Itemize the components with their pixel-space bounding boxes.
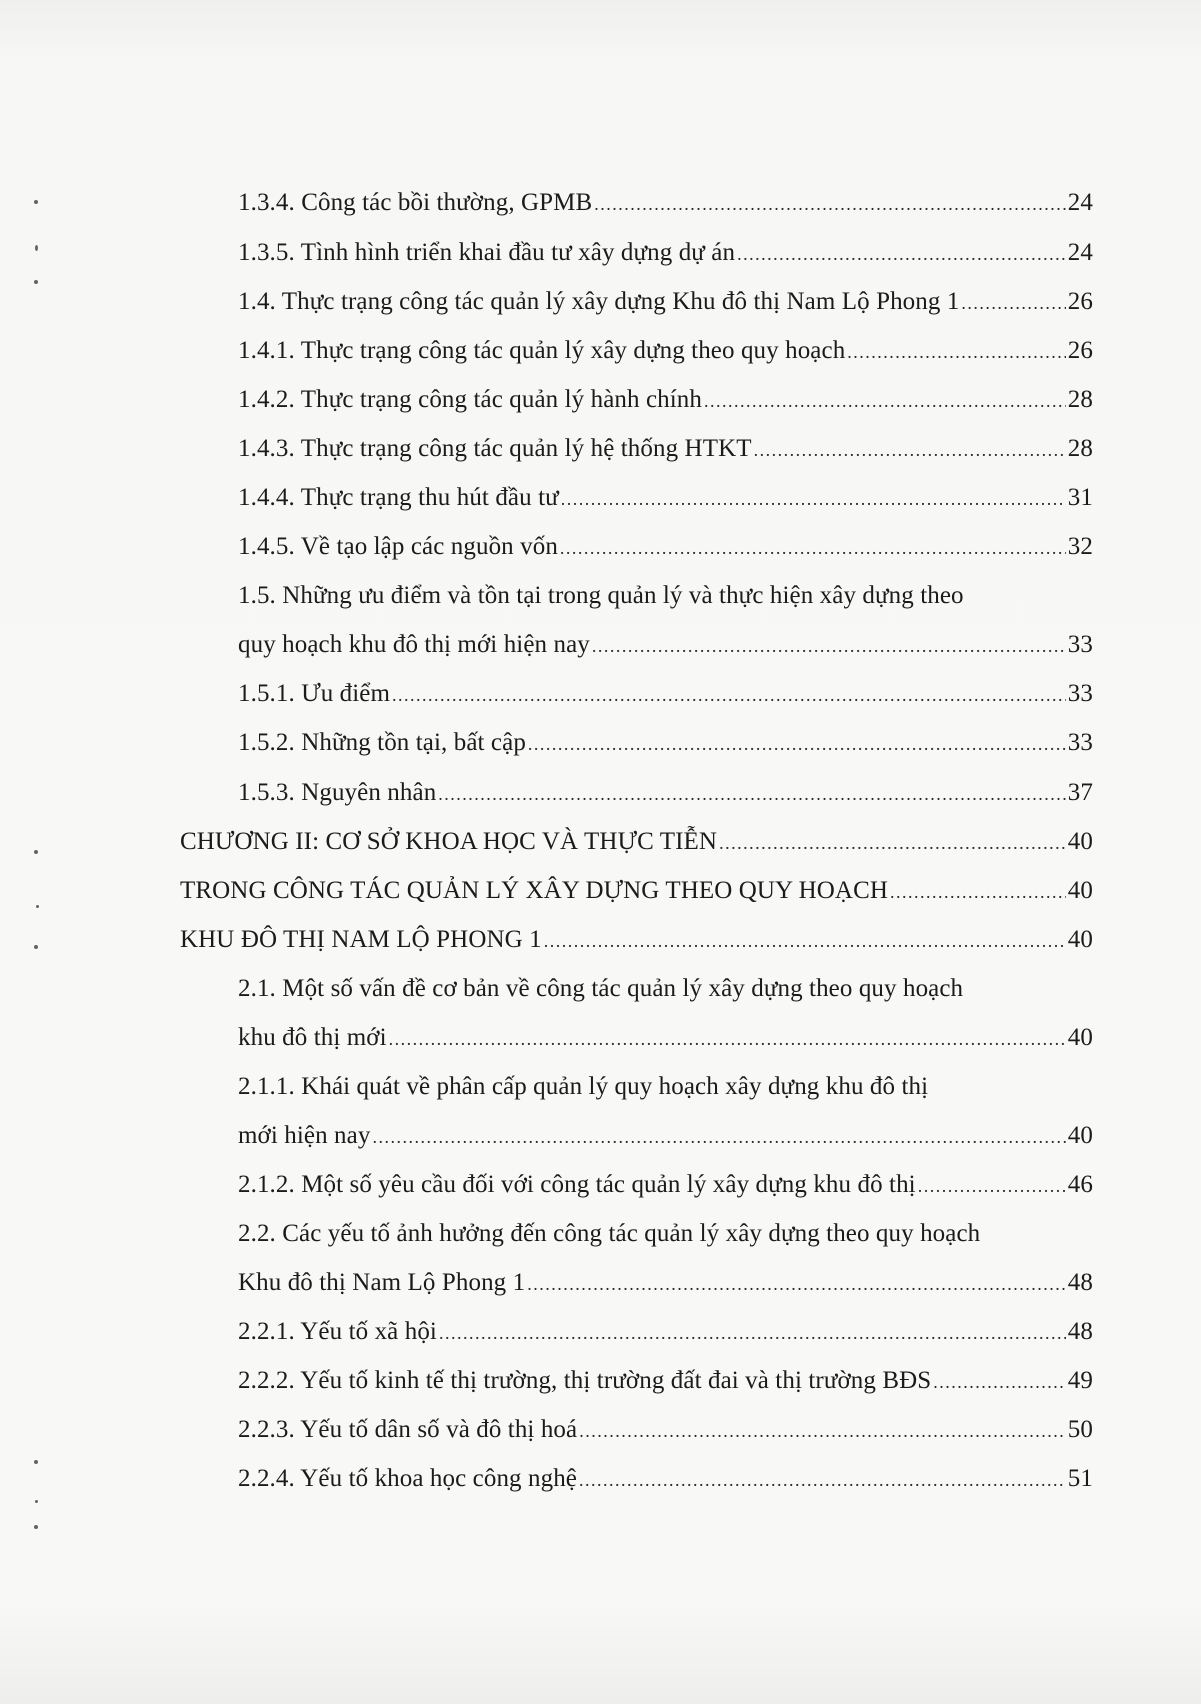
toc-entry — [238, 778, 1093, 809]
toc-entry-title: 1.5. Những ưu điểm và tồn tại trong quản lý và thực hiện xây dựng theo — [238, 582, 964, 609]
dot-leader — [847, 337, 1066, 367]
toc-entry — [238, 1121, 1093, 1152]
dot-leader — [592, 631, 1066, 661]
toc-entry-title: 2.1.1. Khái quát về phân cấp quản lý quy hoạch xây dựng khu đô thị — [238, 1073, 929, 1100]
toc-entry-page: 33 — [1067, 729, 1093, 756]
toc-entry-page: 40 — [1067, 877, 1093, 904]
dot-leader — [528, 729, 1066, 759]
toc-entry-page: 28 — [1067, 435, 1093, 462]
toc-entry — [238, 1170, 1093, 1201]
dot-leader — [961, 288, 1065, 318]
toc-entry-page: 48 — [1067, 1269, 1093, 1296]
dot-leader — [594, 189, 1066, 219]
toc-entry-title: 1.5.2. Những tồn tại, bất cập — [238, 729, 526, 756]
dot-leader — [561, 484, 1066, 514]
toc-entry-title: 1.4.3. Thực trạng công tác quản lý hệ thống HTKT — [238, 435, 752, 462]
toc-entry-title: mới hiện nay — [238, 1122, 371, 1149]
toc-entry — [238, 974, 1093, 1004]
toc-entry — [238, 581, 1093, 611]
toc-entry — [238, 385, 1093, 416]
dot-leader — [372, 1122, 1065, 1152]
toc-entry-page: 26 — [1067, 288, 1093, 315]
dot-leader — [579, 1416, 1066, 1446]
toc-entry-title: TRONG CÔNG TÁC QUẢN LÝ XÂY DỰNG THEO QUY HOẠCH — [180, 877, 889, 904]
toc-entry-title: 1.3.4. Công tác bồi thường, GPMB — [238, 189, 593, 216]
toc-entry-title: 2.2.2. Yếu tố kinh tế thị trường, thị trường đất đai và thị trường BĐS — [238, 1367, 932, 1394]
toc-entry-page: 46 — [1067, 1171, 1093, 1198]
toc-entry-page: 40 — [1067, 1024, 1093, 1051]
toc-entry-title: quy hoạch khu đô thị mới hiện nay — [238, 631, 590, 658]
toc-entry-title: 1.5.3. Nguyên nhân — [238, 779, 437, 806]
dot-leader — [933, 1367, 1066, 1397]
dot-leader — [918, 1171, 1066, 1201]
dot-leader — [392, 680, 1066, 710]
toc-chapter-heading — [180, 827, 1093, 858]
dot-leader — [719, 828, 1066, 858]
toc-entry-page: 37 — [1067, 779, 1093, 806]
toc-entry — [238, 287, 1093, 318]
toc-entry-title: 2.1.2. Một số yêu cầu đối với công tác quản lý xây dựng khu đô thị — [238, 1171, 916, 1198]
toc-entry-page: 24 — [1067, 239, 1093, 266]
toc-entry-page: 28 — [1067, 386, 1093, 413]
toc-entry-title: 1.4.1. Thực trạng công tác quản lý xây dựng theo quy hoạch — [238, 337, 846, 364]
toc-entry-title: 1.4.4. Thực trạng thu hút đầu tư — [238, 484, 559, 511]
toc-entry — [238, 1072, 1093, 1102]
dot-leader — [560, 533, 1066, 563]
toc-entry-title: KHU ĐÔ THỊ NAM LỘ PHONG 1 — [180, 926, 542, 953]
toc-entry — [238, 1464, 1093, 1495]
dot-leader — [890, 877, 1066, 907]
toc-entry-page: 26 — [1067, 337, 1093, 364]
toc-entry — [238, 483, 1093, 514]
dot-leader — [737, 239, 1066, 269]
toc-entry — [238, 679, 1093, 710]
dot-leader — [704, 386, 1066, 416]
toc-entry-title: 2.2. Các yếu tố ảnh hưởng đến công tác quản lý xây dựng theo quy hoạch — [238, 1220, 981, 1247]
toc-entry — [238, 728, 1093, 759]
dot-leader — [439, 1318, 1066, 1348]
toc-entry-title: khu đô thị mới — [238, 1024, 387, 1051]
toc-chapter-heading — [180, 876, 1093, 907]
toc-entry-title: Khu đô thị Nam Lộ Phong 1 — [238, 1269, 526, 1296]
toc-entry-page: 48 — [1067, 1318, 1093, 1345]
dot-leader — [438, 779, 1066, 809]
toc-entry — [238, 1366, 1093, 1397]
dot-leader — [527, 1269, 1066, 1299]
toc-entry — [238, 532, 1093, 563]
toc-entry-page: 40 — [1067, 926, 1093, 953]
toc-entry-page: 40 — [1067, 828, 1093, 855]
toc-entry — [238, 1317, 1093, 1348]
toc-entry — [238, 188, 1093, 219]
toc-entry-title: CHƯƠNG II: CƠ SỞ KHOA HỌC VÀ THỰC TIỄN — [180, 828, 718, 855]
toc-entry-title: 1.4.5. Về tạo lập các nguồn vốn — [238, 533, 558, 560]
toc-entry-title: 2.2.1. Yếu tố xã hội — [238, 1318, 437, 1345]
toc-entry — [238, 1219, 1093, 1249]
toc-entry — [238, 1415, 1093, 1446]
toc-entry-page: 31 — [1067, 484, 1093, 511]
toc-entry-page: 40 — [1067, 1122, 1093, 1149]
dot-leader — [389, 1024, 1066, 1054]
toc-entry — [238, 238, 1093, 269]
toc-entry-page: 51 — [1067, 1465, 1093, 1492]
toc-entry-title: 1.5.1. Ưu điểm — [238, 680, 391, 707]
toc-entry-page: 33 — [1067, 680, 1093, 707]
dot-leader — [544, 926, 1066, 956]
toc-entry-page: 24 — [1067, 189, 1093, 216]
toc-entry — [238, 1268, 1093, 1299]
toc-entry — [238, 336, 1093, 367]
toc-entry-page: 50 — [1067, 1416, 1093, 1443]
toc-entry-title: 2.2.4. Yếu tố khoa học công nghệ — [238, 1465, 578, 1492]
toc-entry-page: 32 — [1067, 533, 1093, 560]
toc-entry-title: 1.4.2. Thực trạng công tác quản lý hành chính — [238, 386, 702, 413]
toc-entry-title: 1.4. Thực trạng công tác quản lý xây dựng Khu đô thị Nam Lộ Phong 1 — [238, 288, 960, 315]
dot-leader — [579, 1465, 1066, 1495]
toc-entry — [238, 434, 1093, 465]
toc-entry-title: 1.3.5. Tình hình triển khai đầu tư xây dựng dự án — [238, 239, 736, 266]
toc-entry-page: 33 — [1067, 631, 1093, 658]
toc-entry-title: 2.1. Một số vấn đề cơ bản về công tác quản lý xây dựng theo quy hoạch — [238, 975, 964, 1002]
toc-entry-title: 2.2.3. Yếu tố dân số và đô thị hoá — [238, 1416, 578, 1443]
dot-leader — [754, 435, 1066, 465]
toc-entry — [238, 1023, 1093, 1054]
toc-chapter-heading — [180, 925, 1093, 956]
toc-entry — [238, 630, 1093, 661]
toc-entry-page: 49 — [1067, 1367, 1093, 1394]
